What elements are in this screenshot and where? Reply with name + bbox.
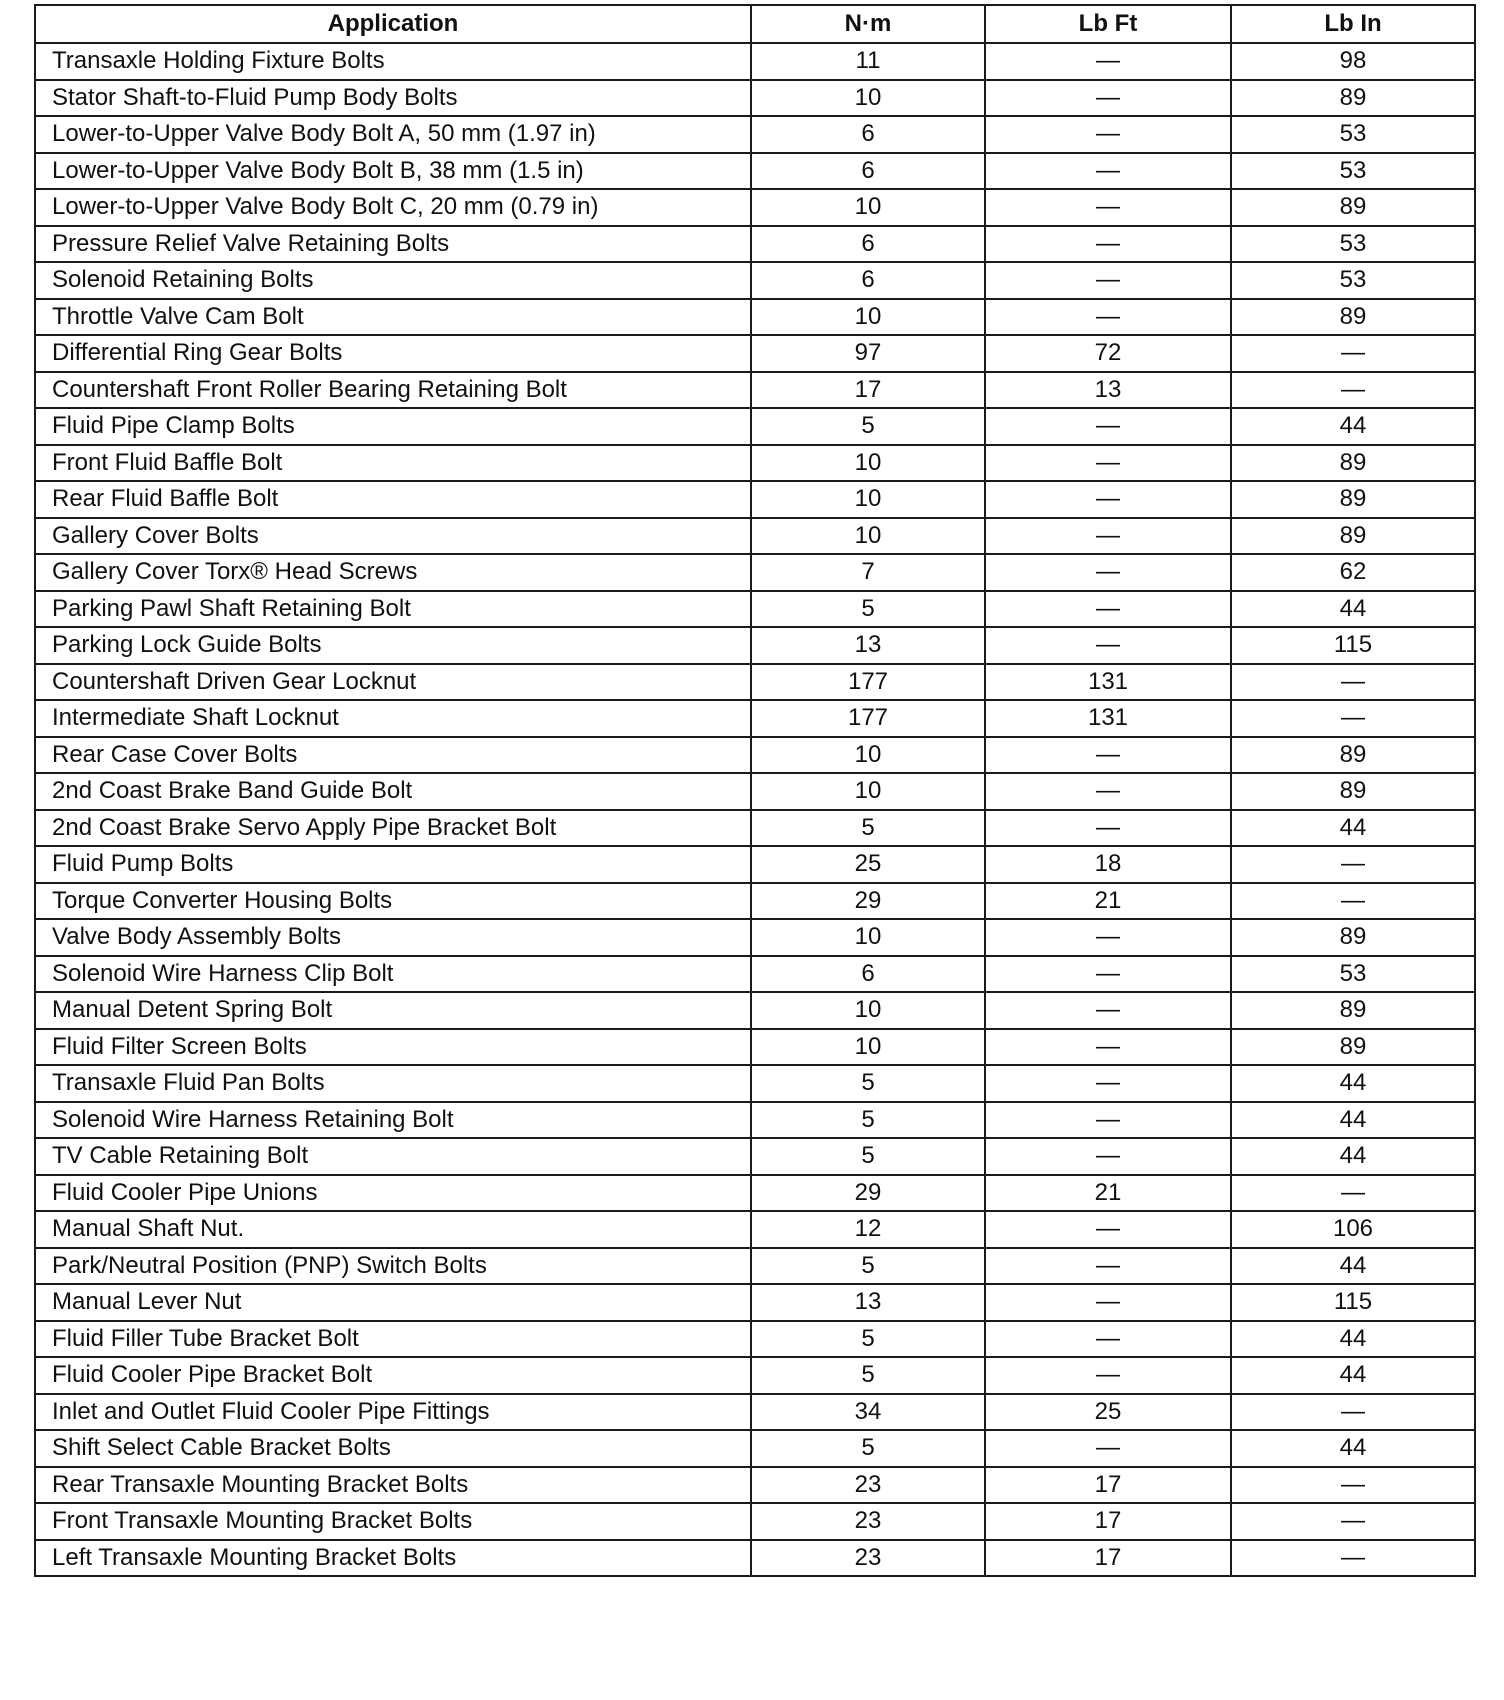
cell-lbft: — (985, 737, 1231, 774)
cell-lbft: — (985, 956, 1231, 993)
cell-lbft: — (985, 481, 1231, 518)
cell-lbft: — (985, 1211, 1231, 1248)
table-row (35, 956, 1475, 993)
table-row (35, 1357, 1475, 1394)
cell-lbft: — (985, 1248, 1231, 1285)
cell-lbin: 62 (1231, 554, 1475, 591)
cell-nm: 10 (751, 299, 985, 336)
cell-nm: 5 (751, 591, 985, 628)
cell-nm: 6 (751, 116, 985, 153)
cell-lbin: 89 (1231, 992, 1475, 1029)
cell-lbft: 17 (985, 1467, 1231, 1504)
cell-nm: 10 (751, 80, 985, 117)
cell-nm: 10 (751, 189, 985, 226)
cell-lbft: — (985, 262, 1231, 299)
cell-lbft: — (985, 153, 1231, 190)
header-row (35, 5, 1475, 43)
cell-lbin: — (1231, 372, 1475, 409)
table-row (35, 226, 1475, 263)
cell-lbin: 53 (1231, 153, 1475, 190)
cell-nm: 5 (751, 408, 985, 445)
table-row (35, 1029, 1475, 1066)
cell-nm: 10 (751, 992, 985, 1029)
cell-application: Rear Transaxle Mounting Bracket Bolts (35, 1467, 751, 1504)
cell-nm: 5 (751, 1321, 985, 1358)
cell-lbin: 89 (1231, 299, 1475, 336)
table-row (35, 1102, 1475, 1139)
cell-application: Manual Shaft Nut. (35, 1211, 751, 1248)
cell-lbft: — (985, 1029, 1231, 1066)
cell-nm: 29 (751, 883, 985, 920)
cell-lbft: — (985, 43, 1231, 80)
cell-application: Pressure Relief Valve Retaining Bolts (35, 226, 751, 263)
table-row (35, 335, 1475, 372)
cell-nm: 5 (751, 1102, 985, 1139)
table-row (35, 189, 1475, 226)
cell-lbft: 17 (985, 1540, 1231, 1577)
cell-application: Rear Case Cover Bolts (35, 737, 751, 774)
cell-lbin: 44 (1231, 1065, 1475, 1102)
cell-lbft: 21 (985, 1175, 1231, 1212)
cell-lbft: — (985, 627, 1231, 664)
cell-lbin: 89 (1231, 481, 1475, 518)
cell-nm: 6 (751, 956, 985, 993)
cell-lbin: 53 (1231, 956, 1475, 993)
cell-nm: 29 (751, 1175, 985, 1212)
cell-lbin: 115 (1231, 627, 1475, 664)
cell-lbin: 44 (1231, 591, 1475, 628)
cell-lbft: 72 (985, 335, 1231, 372)
table-header (35, 5, 1475, 43)
cell-nm: 10 (751, 445, 985, 482)
cell-application: Shift Select Cable Bracket Bolts (35, 1430, 751, 1467)
table-row (35, 919, 1475, 956)
cell-lbin: 89 (1231, 773, 1475, 810)
cell-nm: 13 (751, 1284, 985, 1321)
cell-lbin: 53 (1231, 262, 1475, 299)
cell-nm: 10 (751, 919, 985, 956)
cell-application: Fluid Filler Tube Bracket Bolt (35, 1321, 751, 1358)
cell-lbin: — (1231, 664, 1475, 701)
table-row (35, 372, 1475, 409)
table-row (35, 737, 1475, 774)
cell-lbft: — (985, 1357, 1231, 1394)
cell-lbft: — (985, 810, 1231, 847)
table-row (35, 116, 1475, 153)
cell-lbin: 89 (1231, 80, 1475, 117)
cell-lbin: 44 (1231, 810, 1475, 847)
cell-lbft: — (985, 116, 1231, 153)
table-row (35, 554, 1475, 591)
cell-nm: 23 (751, 1467, 985, 1504)
cell-lbin: 53 (1231, 226, 1475, 263)
cell-application: Solenoid Retaining Bolts (35, 262, 751, 299)
cell-lbft: 13 (985, 372, 1231, 409)
cell-application: 2nd Coast Brake Band Guide Bolt (35, 773, 751, 810)
cell-lbft: — (985, 1284, 1231, 1321)
cell-application: Rear Fluid Baffle Bolt (35, 481, 751, 518)
cell-application: Manual Detent Spring Bolt (35, 992, 751, 1029)
table-row (35, 810, 1475, 847)
cell-lbin: 106 (1231, 1211, 1475, 1248)
cell-application: Gallery Cover Bolts (35, 518, 751, 555)
cell-lbft: — (985, 919, 1231, 956)
cell-application: Stator Shaft-to-Fluid Pump Body Bolts (35, 80, 751, 117)
cell-nm: 23 (751, 1503, 985, 1540)
cell-lbin: 89 (1231, 445, 1475, 482)
cell-nm: 5 (751, 1065, 985, 1102)
table-row (35, 518, 1475, 555)
cell-lbft: — (985, 1430, 1231, 1467)
cell-lbin: 44 (1231, 1321, 1475, 1358)
table-row (35, 700, 1475, 737)
table-row (35, 262, 1475, 299)
cell-lbin: — (1231, 1175, 1475, 1212)
table-row (35, 1503, 1475, 1540)
cell-lbft: — (985, 992, 1231, 1029)
cell-lbft: — (985, 1138, 1231, 1175)
cell-lbin: — (1231, 846, 1475, 883)
cell-lbft: — (985, 1102, 1231, 1139)
table-row (35, 664, 1475, 701)
cell-nm: 5 (751, 1430, 985, 1467)
cell-lbin: 44 (1231, 1138, 1475, 1175)
cell-lbft: — (985, 1321, 1231, 1358)
table-row (35, 846, 1475, 883)
cell-lbin: — (1231, 1467, 1475, 1504)
cell-application: Fluid Filter Screen Bolts (35, 1029, 751, 1066)
cell-nm: 10 (751, 518, 985, 555)
table-row (35, 992, 1475, 1029)
table-row (35, 1430, 1475, 1467)
cell-lbft: 21 (985, 883, 1231, 920)
cell-lbft: — (985, 554, 1231, 591)
cell-lbft: 18 (985, 846, 1231, 883)
cell-lbin: 89 (1231, 1029, 1475, 1066)
cell-lbin: 44 (1231, 1357, 1475, 1394)
table-row (35, 408, 1475, 445)
cell-nm: 25 (751, 846, 985, 883)
cell-nm: 177 (751, 700, 985, 737)
cell-nm: 7 (751, 554, 985, 591)
cell-nm: 10 (751, 737, 985, 774)
cell-application: Countershaft Driven Gear Locknut (35, 664, 751, 701)
table-row (35, 1540, 1475, 1577)
cell-lbft: 25 (985, 1394, 1231, 1431)
cell-lbin: — (1231, 1503, 1475, 1540)
table-row (35, 481, 1475, 518)
table-row (35, 1248, 1475, 1285)
cell-application: Intermediate Shaft Locknut (35, 700, 751, 737)
cell-lbft: — (985, 518, 1231, 555)
cell-nm: 5 (751, 810, 985, 847)
cell-lbft: 17 (985, 1503, 1231, 1540)
table-row (35, 773, 1475, 810)
table-row (35, 1065, 1475, 1102)
cell-lbft: — (985, 189, 1231, 226)
table-row (35, 1284, 1475, 1321)
cell-application: 2nd Coast Brake Servo Apply Pipe Bracket Bolt (35, 810, 751, 847)
cell-lbin: — (1231, 335, 1475, 372)
cell-nm: 10 (751, 773, 985, 810)
table-row (35, 1394, 1475, 1431)
cell-nm: 177 (751, 664, 985, 701)
cell-application: Solenoid Wire Harness Retaining Bolt (35, 1102, 751, 1139)
cell-application: Lower-to-Upper Valve Body Bolt A, 50 mm (1.97 in) (35, 116, 751, 153)
table-row (35, 445, 1475, 482)
cell-nm: 34 (751, 1394, 985, 1431)
table-row (35, 43, 1475, 80)
table-row (35, 1138, 1475, 1175)
cell-application: Transaxle Fluid Pan Bolts (35, 1065, 751, 1102)
cell-lbft: 131 (985, 664, 1231, 701)
cell-application: Countershaft Front Roller Bearing Retaining Bolt (35, 372, 751, 409)
cell-application: Manual Lever Nut (35, 1284, 751, 1321)
header-application: Application (35, 5, 751, 43)
cell-application: Fluid Pipe Clamp Bolts (35, 408, 751, 445)
cell-lbin: 44 (1231, 408, 1475, 445)
table-row (35, 80, 1475, 117)
header-nm: N·m (751, 5, 985, 43)
cell-lbin: 89 (1231, 919, 1475, 956)
cell-lbft: — (985, 80, 1231, 117)
cell-lbin: — (1231, 1540, 1475, 1577)
cell-nm: 6 (751, 153, 985, 190)
cell-nm: 10 (751, 481, 985, 518)
cell-application: Front Transaxle Mounting Bracket Bolts (35, 1503, 751, 1540)
table-row (35, 627, 1475, 664)
cell-lbin: — (1231, 883, 1475, 920)
cell-nm: 17 (751, 372, 985, 409)
cell-application: Valve Body Assembly Bolts (35, 919, 751, 956)
cell-application: Lower-to-Upper Valve Body Bolt C, 20 mm (0.79 in) (35, 189, 751, 226)
cell-nm: 6 (751, 262, 985, 299)
cell-lbin: 89 (1231, 189, 1475, 226)
cell-nm: 5 (751, 1357, 985, 1394)
table-body (35, 43, 1475, 1576)
cell-nm: 5 (751, 1248, 985, 1285)
cell-application: Fluid Cooler Pipe Unions (35, 1175, 751, 1212)
cell-lbin: 44 (1231, 1430, 1475, 1467)
table-row (35, 299, 1475, 336)
cell-application: Gallery Cover Torx® Head Screws (35, 554, 751, 591)
cell-nm: 12 (751, 1211, 985, 1248)
cell-application: Left Transaxle Mounting Bracket Bolts (35, 1540, 751, 1577)
cell-application: TV Cable Retaining Bolt (35, 1138, 751, 1175)
cell-application: Throttle Valve Cam Bolt (35, 299, 751, 336)
table-row (35, 1175, 1475, 1212)
cell-nm: 13 (751, 627, 985, 664)
cell-lbft: — (985, 591, 1231, 628)
cell-lbin: 89 (1231, 518, 1475, 555)
cell-lbin: 89 (1231, 737, 1475, 774)
cell-lbft: — (985, 226, 1231, 263)
cell-nm: 97 (751, 335, 985, 372)
cell-lbft: — (985, 408, 1231, 445)
header-lbin: Lb In (1231, 5, 1475, 43)
cell-lbft: — (985, 299, 1231, 336)
cell-lbft: — (985, 1065, 1231, 1102)
table-row (35, 153, 1475, 190)
table-row (35, 591, 1475, 628)
cell-lbin: 98 (1231, 43, 1475, 80)
cell-lbft: — (985, 773, 1231, 810)
header-lbft: Lb Ft (985, 5, 1231, 43)
cell-lbft: 131 (985, 700, 1231, 737)
table-row (35, 1211, 1475, 1248)
cell-application: Park/Neutral Position (PNP) Switch Bolts (35, 1248, 751, 1285)
cell-application: Front Fluid Baffle Bolt (35, 445, 751, 482)
cell-nm: 6 (751, 226, 985, 263)
cell-lbin: 44 (1231, 1102, 1475, 1139)
cell-application: Fluid Cooler Pipe Bracket Bolt (35, 1357, 751, 1394)
cell-nm: 23 (751, 1540, 985, 1577)
cell-application: Torque Converter Housing Bolts (35, 883, 751, 920)
cell-application: Fluid Pump Bolts (35, 846, 751, 883)
cell-application: Transaxle Holding Fixture Bolts (35, 43, 751, 80)
cell-nm: 5 (751, 1138, 985, 1175)
torque-spec-table (34, 4, 1476, 1577)
cell-application: Lower-to-Upper Valve Body Bolt B, 38 mm (1.5 in) (35, 153, 751, 190)
cell-lbft: — (985, 445, 1231, 482)
cell-application: Inlet and Outlet Fluid Cooler Pipe Fittings (35, 1394, 751, 1431)
torque-spec-table-container (34, 4, 1474, 1577)
cell-nm: 10 (751, 1029, 985, 1066)
cell-lbin: 44 (1231, 1248, 1475, 1285)
table-row (35, 1321, 1475, 1358)
cell-lbin: 53 (1231, 116, 1475, 153)
cell-lbin: 115 (1231, 1284, 1475, 1321)
cell-application: Solenoid Wire Harness Clip Bolt (35, 956, 751, 993)
cell-lbin: — (1231, 1394, 1475, 1431)
table-row (35, 1467, 1475, 1504)
cell-nm: 11 (751, 43, 985, 80)
cell-lbin: — (1231, 700, 1475, 737)
cell-application: Parking Lock Guide Bolts (35, 627, 751, 664)
cell-application: Parking Pawl Shaft Retaining Bolt (35, 591, 751, 628)
cell-application: Differential Ring Gear Bolts (35, 335, 751, 372)
table-row (35, 883, 1475, 920)
